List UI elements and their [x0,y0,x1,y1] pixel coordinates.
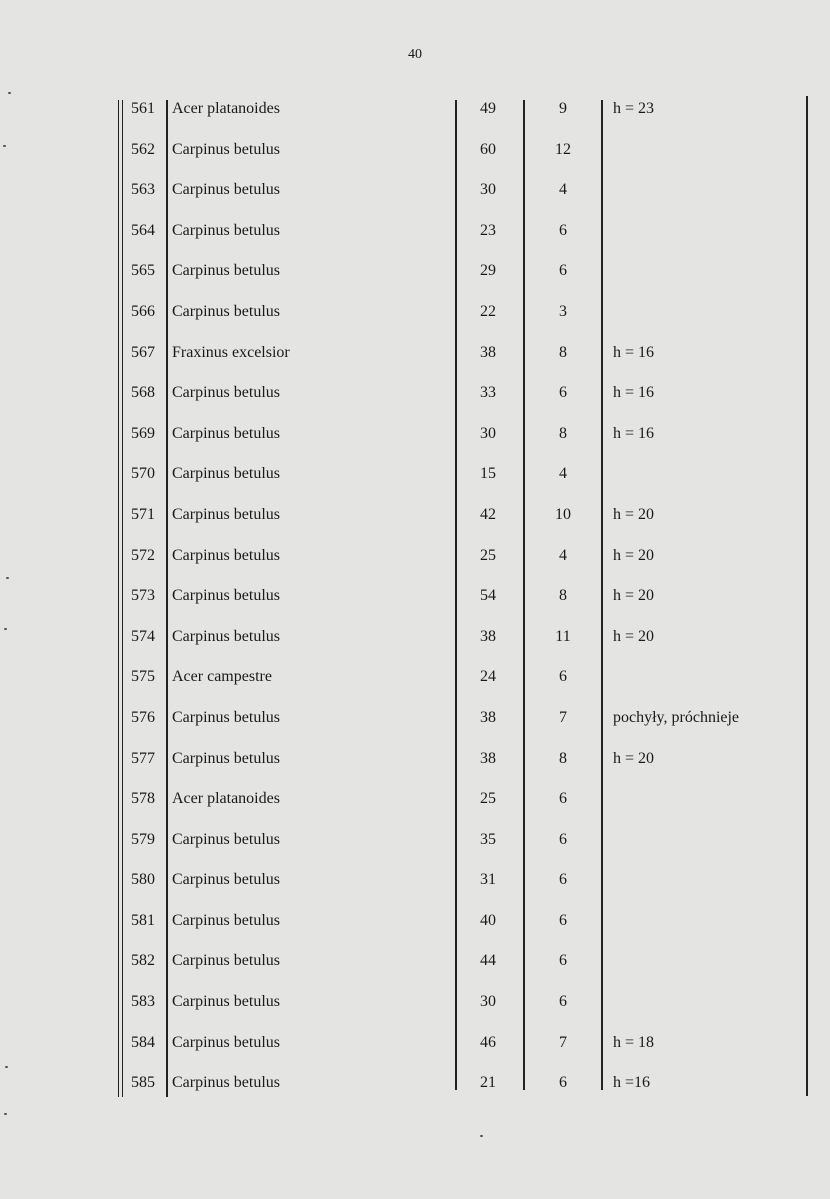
species-name: Carpinus betulus [172,627,280,645]
diameter-value: 38 [480,749,496,767]
diameter-value: 60 [480,140,496,158]
row-number: 572 [131,546,155,564]
diameter-value: 29 [480,262,496,280]
count-value: 8 [559,749,567,767]
species-name: Carpinus betulus [172,587,280,605]
row-number: 579 [131,830,155,848]
table-row [0,373,830,414]
row-number: 576 [131,708,155,726]
diameter-value: 38 [480,343,496,361]
row-number: 571 [131,505,155,523]
species-name: Fraxinus excelsior [172,343,290,361]
row-number: 585 [131,1074,155,1092]
count-value: 6 [559,221,567,239]
count-value: 9 [559,100,567,117]
count-value: 10 [555,505,571,523]
table-row [0,617,830,658]
remark: h = 20 [613,587,655,605]
diameter-value: 31 [480,871,496,889]
diameter-value: 35 [480,830,496,848]
row-number: 562 [131,140,155,158]
remark: h = 16 [613,384,655,402]
count-value: 6 [559,871,567,889]
diameter-value: 46 [480,1033,496,1051]
count-value: 6 [559,1074,567,1092]
species-name: Carpinus betulus [172,749,280,767]
row-number: 565 [131,262,155,280]
row-number: 577 [131,749,155,767]
count-value: 7 [559,1033,567,1051]
row-number: 578 [131,790,155,808]
row-number: 567 [131,343,155,361]
diameter-value: 23 [480,221,496,239]
diameter-value: 15 [480,465,496,483]
row-number: 570 [131,465,155,483]
species-name: Carpinus betulus [172,302,280,320]
diameter-value: 30 [480,424,496,442]
scan-speck [480,1135,483,1137]
count-value: 6 [559,993,567,1011]
species-name: Carpinus betulus [172,708,280,726]
remark: h = 20 [613,627,655,645]
diameter-value: 21 [480,1074,496,1092]
species-name: Carpinus betulus [172,871,280,889]
table-row [0,1023,830,1064]
page-number: 40 [408,47,422,62]
remark: pochyły, próchnieje [613,708,740,726]
row-number: 574 [131,627,155,645]
species-name: Carpinus betulus [172,830,280,848]
diameter-value: 49 [480,100,496,117]
count-value: 8 [559,343,567,361]
diameter-value: 38 [480,708,496,726]
diameter-value: 24 [480,668,496,686]
row-number: 561 [131,100,155,117]
species-name: Acer campestre [172,668,272,686]
count-value: 8 [559,587,567,605]
count-value: 6 [559,262,567,280]
table-row [0,211,830,252]
remark: h = 20 [613,505,655,523]
table-row [0,657,830,698]
remark: h = 16 [613,343,655,361]
diameter-value: 44 [480,952,496,970]
species-name: Carpinus betulus [172,1074,280,1092]
count-value: 6 [559,790,567,808]
row-number: 569 [131,424,155,442]
row-number: 566 [131,302,155,320]
row-number: 584 [131,1033,155,1051]
table-row [0,495,830,536]
count-value: 7 [559,708,567,726]
table-row [0,901,830,942]
table-row [0,820,830,861]
row-number: 582 [131,952,155,970]
table-row [0,170,830,211]
scan-speck [4,1113,7,1115]
tree-inventory-table [0,89,830,1104]
count-value: 3 [559,302,567,320]
count-value: 6 [559,668,567,686]
diameter-value: 54 [480,587,496,605]
row-number: 563 [131,181,155,199]
table-row [0,333,830,374]
table-row [0,292,830,333]
table-row [0,779,830,820]
diameter-value: 25 [480,546,496,564]
species-name: Carpinus betulus [172,465,280,483]
species-name: Carpinus betulus [172,221,280,239]
remark: h = 20 [613,546,655,564]
species-name: Carpinus betulus [172,505,280,523]
diameter-value: 25 [480,790,496,808]
diameter-value: 33 [480,384,496,402]
table-row [0,1063,830,1104]
remark: h =16 [613,1074,651,1092]
row-number: 575 [131,668,155,686]
remark: h = 20 [613,749,655,767]
count-value: 12 [555,140,571,158]
count-value: 6 [559,384,567,402]
row-number: 580 [131,871,155,889]
table-row [0,89,830,130]
species-name: Carpinus betulus [172,1033,280,1051]
count-value: 6 [559,830,567,848]
species-name: Carpinus betulus [172,262,280,280]
diameter-value: 42 [480,505,496,523]
row-number: 564 [131,221,155,239]
diameter-value: 22 [480,302,496,320]
table-row [0,698,830,739]
row-number: 583 [131,993,155,1011]
species-name: Carpinus betulus [172,424,280,442]
count-value: 8 [559,424,567,442]
table-row [0,982,830,1023]
table-row [0,251,830,292]
table-row [0,576,830,617]
table-row [0,454,830,495]
species-name: Carpinus betulus [172,181,280,199]
diameter-value: 40 [480,911,496,929]
species-name: Acer platanoides [172,100,280,117]
diameter-value: 30 [480,181,496,199]
species-name: Carpinus betulus [172,993,280,1011]
row-number: 568 [131,384,155,402]
table-row [0,414,830,455]
species-name: Carpinus betulus [172,546,280,564]
table-row [0,130,830,171]
remark: h = 18 [613,1033,655,1051]
count-value: 6 [559,952,567,970]
species-name: Carpinus betulus [172,384,280,402]
species-name: Carpinus betulus [172,140,280,158]
row-number: 581 [131,911,155,929]
table-row [0,860,830,901]
table-row [0,536,830,577]
count-value: 4 [559,181,567,199]
diameter-value: 38 [480,627,496,645]
row-number: 573 [131,587,155,605]
table-row [0,941,830,982]
species-name: Carpinus betulus [172,911,280,929]
remark: h = 16 [613,424,655,442]
count-value: 4 [559,546,567,564]
count-value: 4 [559,465,567,483]
diameter-value: 30 [480,993,496,1011]
remark: h = 23 [613,100,655,117]
species-name: Carpinus betulus [172,952,280,970]
table-row [0,739,830,780]
species-name: Acer platanoides [172,790,280,808]
count-value: 6 [559,911,567,929]
count-value: 11 [555,627,571,645]
